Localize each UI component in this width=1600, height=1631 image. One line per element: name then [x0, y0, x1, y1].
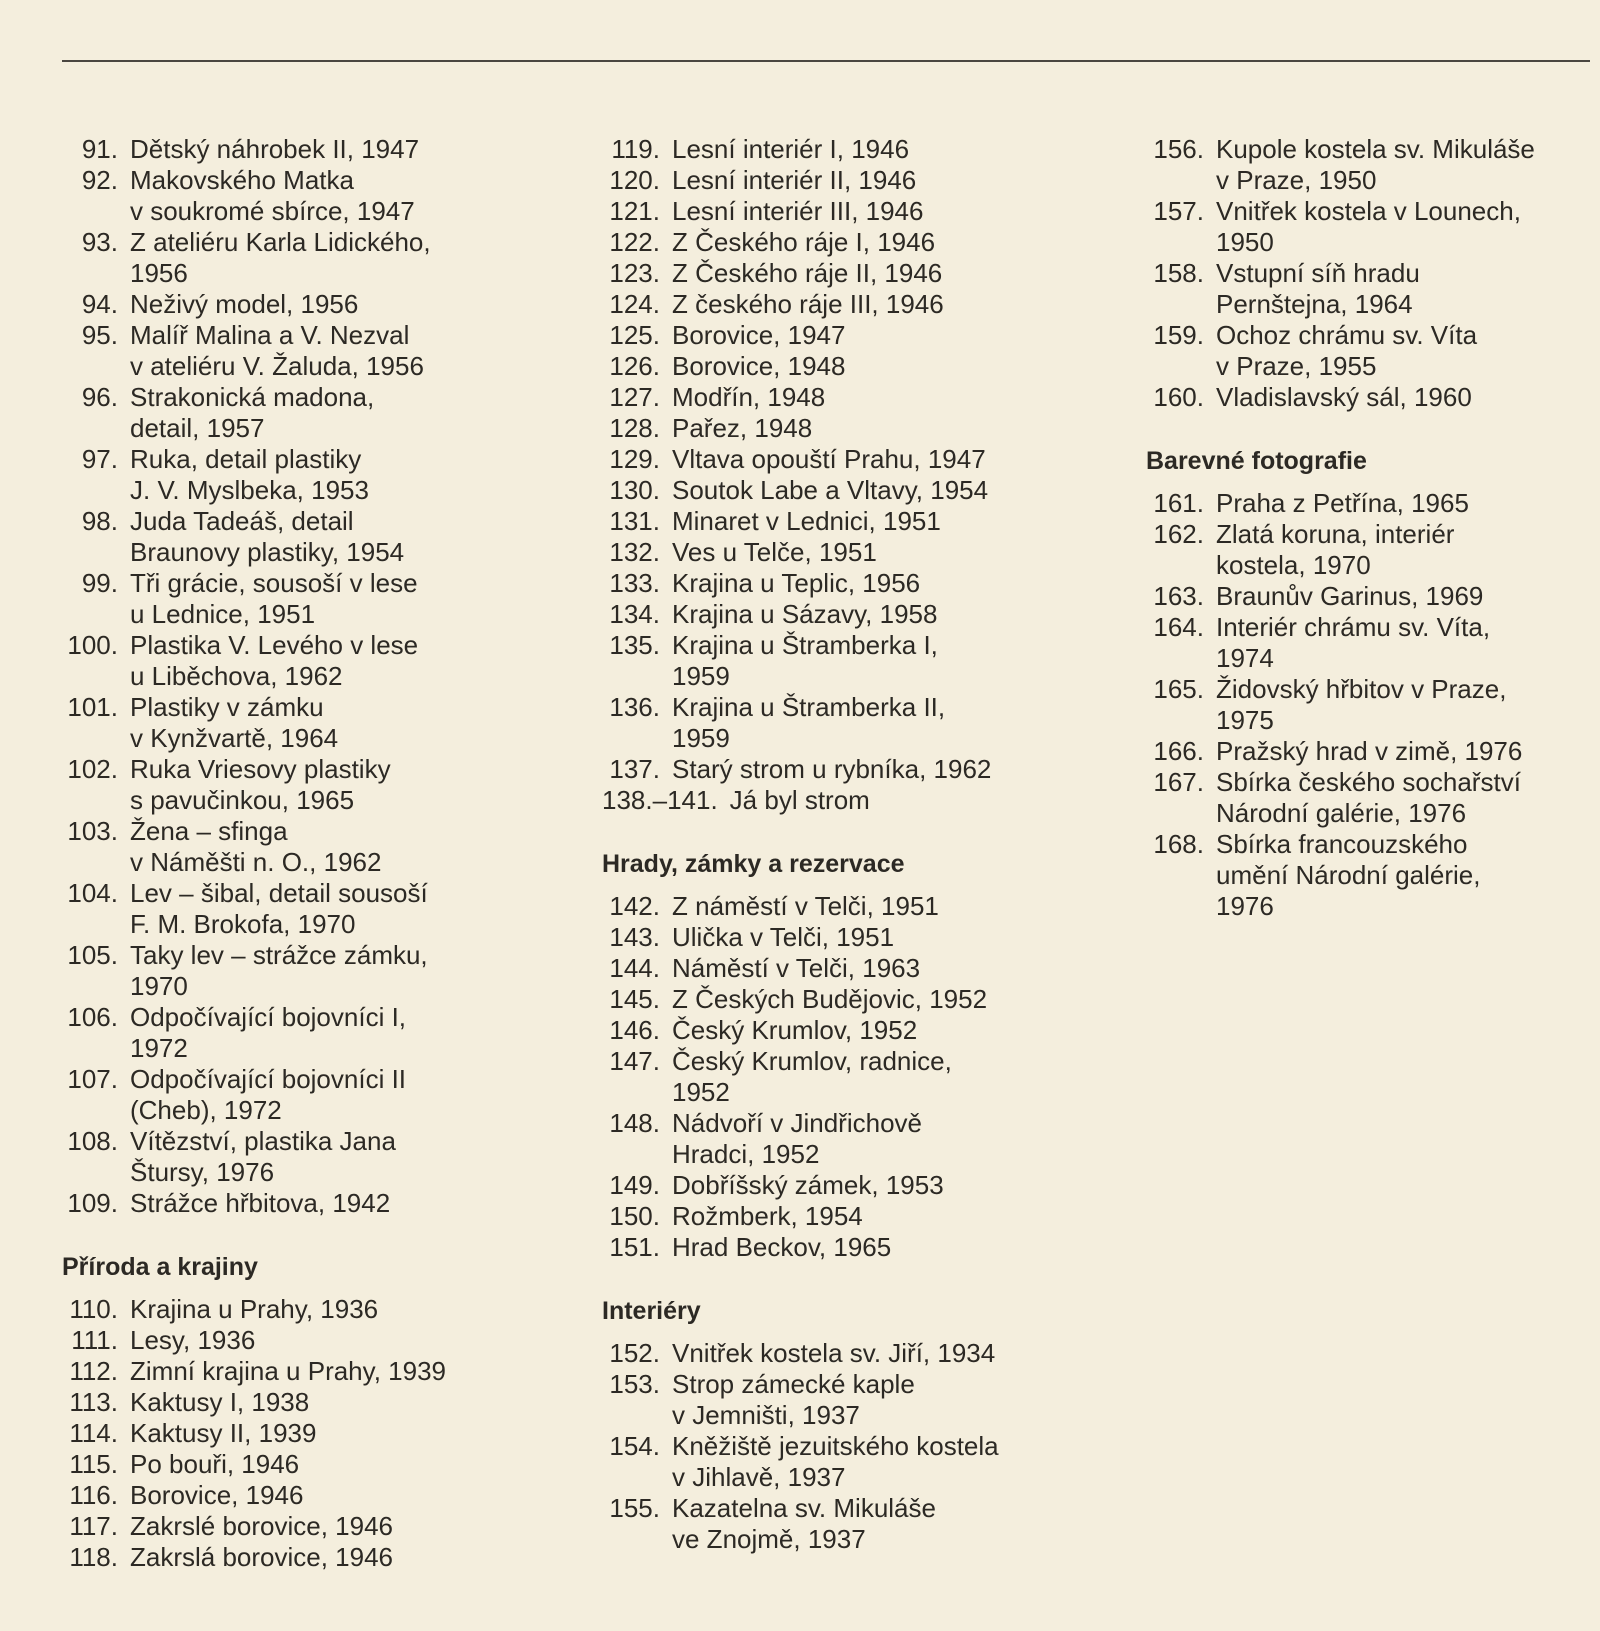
list-item: [62, 1325, 582, 1356]
section-heading: Interiéry: [602, 1297, 701, 1325]
list-item: [602, 1170, 1112, 1201]
list-item: [62, 754, 582, 816]
item-number: 143.: [609, 922, 660, 952]
item-number: 157.: [1153, 196, 1204, 226]
item-number: 111.: [71, 1325, 118, 1355]
item-title: Hrad Beckov, 1965: [672, 1232, 892, 1262]
list-item: [62, 1480, 582, 1511]
item-number: 149.: [609, 1170, 660, 1200]
item-title: Minaret v Lednici, 1951: [672, 506, 941, 536]
list-item: [1146, 488, 1600, 519]
item-title: Ruka Vriesovy plastiky s pavučinkou, 1965: [130, 754, 391, 815]
item-title: Ves u Telče, 1951: [672, 537, 877, 567]
list-item: [602, 1431, 1112, 1493]
list-item: [602, 165, 1112, 196]
item-title: Odpočívající bojovníci I, 1972: [130, 1002, 407, 1063]
list-item: [1146, 134, 1600, 196]
list-item: [62, 630, 582, 692]
item-title: Kaktusy II, 1939: [130, 1418, 317, 1448]
item-number: 142.: [609, 891, 660, 921]
item-title: Zakrslá borovice, 1946: [130, 1542, 394, 1572]
item-number: 151.: [609, 1232, 660, 1262]
item-number: 117.: [69, 1511, 118, 1541]
list-item: [62, 165, 582, 227]
item-title: Plastika V. Levého v lese u Liběchova, 1962: [130, 630, 419, 691]
top-rule: [62, 60, 1590, 62]
list-item: [62, 1126, 582, 1188]
item-title: Vítězství, plastika Jana Štursy, 1976: [130, 1126, 396, 1187]
item-title: Starý strom u rybníka, 1962: [672, 754, 992, 784]
item-number: 127.: [609, 382, 660, 412]
item-number: 118.: [69, 1542, 118, 1572]
item-number: 148.: [609, 1108, 660, 1138]
item-number: 124.: [609, 289, 660, 319]
list-item: [1146, 196, 1600, 258]
item-number: 168.: [1153, 829, 1204, 859]
item-number: 121.: [609, 196, 660, 226]
list-item: [602, 1201, 1112, 1232]
item-title: Neživý model, 1956: [130, 289, 359, 319]
item-number: 160.: [1153, 382, 1204, 412]
item-title: Vnitřek kostela sv. Jiří, 1934: [672, 1338, 996, 1368]
item-number: 135.: [609, 630, 660, 660]
item-number: 93.: [81, 227, 118, 257]
item-title: Z českého ráje III, 1946: [672, 289, 944, 319]
item-number: 163.: [1153, 581, 1204, 611]
item-title: Krajina u Prahy, 1936: [130, 1294, 379, 1324]
item-number: 159.: [1153, 320, 1204, 350]
item-number: 99.: [81, 568, 118, 598]
list-item: [602, 1369, 1112, 1431]
item-number: 113.: [69, 1387, 118, 1417]
list-item: [602, 258, 1112, 289]
item-number: 166.: [1153, 736, 1204, 766]
list-item: [602, 289, 1112, 320]
item-title: Vstupní síň hradu Pernštejna, 1964: [1216, 258, 1420, 319]
list-item: [1146, 581, 1600, 612]
list-item: [62, 1064, 582, 1126]
list-item: [1146, 258, 1600, 320]
list-item: [602, 506, 1112, 537]
list-item: [62, 1356, 582, 1387]
item-number: 122.: [609, 227, 660, 257]
list-item: [1146, 382, 1600, 413]
item-number: 106.: [67, 1002, 118, 1032]
item-number: 125.: [609, 320, 660, 350]
list-item: [62, 1542, 582, 1573]
list-item: [602, 196, 1112, 227]
item-title: Borovice, 1948: [672, 351, 846, 381]
item-number: 100.: [67, 630, 118, 660]
item-number: 94.: [81, 289, 118, 319]
item-number: 145.: [609, 984, 660, 1014]
item-number: 128.: [609, 413, 660, 443]
item-number: 144.: [609, 953, 660, 983]
item-number: 114.: [69, 1418, 118, 1448]
list-item: [602, 1338, 1112, 1369]
item-number: 95.: [81, 320, 118, 350]
item-title: Plastiky v zámku v Kynžvartě, 1964: [130, 692, 339, 753]
list-item: [62, 1511, 582, 1542]
item-title: Lesní interiér II, 1946: [672, 165, 917, 195]
item-number: 101.: [67, 692, 118, 722]
list-item: [602, 444, 1112, 475]
item-title: Kazatelna sv. Mikuláše ve Znojmě, 1937: [672, 1493, 936, 1554]
list-item: [1146, 320, 1600, 382]
item-number: 110.: [69, 1294, 118, 1324]
item-title: Český Krumlov, radnice, 1952: [672, 1046, 952, 1107]
list-item: [62, 1294, 582, 1325]
item-title: Kupole kostela sv. Mikuláše v Praze, 1950: [1216, 134, 1535, 195]
list-item: [62, 1387, 582, 1418]
section-heading: Hrady, zámky a rezervace: [602, 850, 905, 878]
item-number: 98.: [81, 506, 118, 536]
list-item: [602, 630, 1112, 692]
item-number: 126.: [609, 351, 660, 381]
item-title: Lesní interiér III, 1946: [672, 196, 924, 226]
list-item: [62, 1418, 582, 1449]
item-title: Malíř Malina a V. Nezval v ateliéru V. Žaluda, 1956: [130, 320, 424, 381]
item-title: Strop zámecké kaple v Jemništi, 1937: [672, 1369, 915, 1430]
item-number: 131.: [609, 506, 660, 536]
item-title: Ulička v Telči, 1951: [672, 922, 895, 952]
item-number: 123.: [609, 258, 660, 288]
item-number: 158.: [1153, 258, 1204, 288]
item-title: Český Krumlov, 1952: [672, 1015, 918, 1045]
item-title: Z Českého ráje II, 1946: [672, 258, 943, 288]
item-number: 133.: [609, 568, 660, 598]
list-item: [62, 1002, 582, 1064]
list-item: [602, 1015, 1112, 1046]
list-item: [602, 785, 1112, 816]
item-number: 155.: [609, 1493, 660, 1523]
list-item: [602, 1108, 1112, 1170]
item-title: Dobříšský zámek, 1953: [672, 1170, 944, 1200]
list-item: [602, 1046, 1112, 1108]
item-number: 104.: [67, 878, 118, 908]
item-title: Modřín, 1948: [672, 382, 826, 412]
item-title: Ochoz chrámu sv. Víta v Praze, 1955: [1216, 320, 1478, 381]
list-item: [602, 1493, 1112, 1555]
item-number: 112.: [69, 1356, 118, 1386]
item-title: Taky lev – strážce zámku, 1970: [130, 940, 428, 1001]
list-item: [1146, 736, 1600, 767]
item-title: Soutok Labe a Vltavy, 1954: [672, 475, 989, 505]
list-item: [602, 754, 1112, 785]
list-item: [62, 692, 582, 754]
item-title: Dětský náhrobek II, 1947: [130, 134, 420, 164]
item-title: Strážce hřbitova, 1942: [130, 1188, 391, 1218]
section-heading: Barevné fotografie: [1146, 447, 1367, 475]
item-number: 165.: [1153, 674, 1204, 704]
item-number: 102.: [67, 754, 118, 784]
list-item: [1146, 519, 1600, 581]
item-title: Žena – sfinga v Náměšti n. O., 1962: [130, 816, 382, 877]
item-title: Makovského Matka v soukromé sbírce, 1947: [130, 165, 415, 226]
item-number: 96.: [81, 382, 118, 412]
item-title: Krajina u Štramberka II, 1959: [672, 692, 946, 753]
item-title: Lesní interiér I, 1946: [672, 134, 910, 164]
item-number: 97.: [81, 444, 118, 474]
list-item: [62, 444, 582, 506]
item-number: 108.: [67, 1126, 118, 1156]
item-number: 152.: [609, 1338, 660, 1368]
list-item: [602, 382, 1112, 413]
list-item: [62, 1449, 582, 1480]
list-item: [602, 953, 1112, 984]
item-title: Lesy, 1936: [130, 1325, 256, 1355]
list-item: [62, 1188, 582, 1219]
item-title: Vladislavský sál, 1960: [1216, 382, 1472, 412]
item-number: 116.: [69, 1480, 118, 1510]
list-item: [602, 922, 1112, 953]
item-number: 129.: [609, 444, 660, 474]
list-item: [602, 891, 1112, 922]
item-number: 162.: [1153, 519, 1204, 549]
column-2: [602, 134, 1112, 1555]
column-1: [62, 134, 582, 1573]
item-title: Vnitřek kostela v Lounech, 1950: [1216, 196, 1521, 257]
item-title: Kaktusy I, 1938: [130, 1387, 310, 1417]
list-item: [62, 227, 582, 289]
item-number: 92.: [81, 165, 118, 195]
column-3: [1146, 134, 1600, 922]
list-item: [602, 599, 1112, 630]
item-title: Náměstí v Telči, 1963: [672, 953, 921, 983]
item-number: 130.: [609, 475, 660, 505]
list-item: [602, 351, 1112, 382]
list-item: [62, 382, 582, 444]
item-number: 154.: [609, 1431, 660, 1461]
item-title: Interiér chrámu sv. Víta, 1974: [1216, 612, 1491, 673]
item-number: 109.: [67, 1188, 118, 1218]
list-item: [62, 940, 582, 1002]
item-title: Z náměstí v Telči, 1951: [672, 891, 939, 921]
item-title: Vltava opouští Prahu, 1947: [672, 444, 986, 474]
list-item: [602, 475, 1112, 506]
item-number: 153.: [609, 1369, 660, 1399]
list-item: [62, 816, 582, 878]
list-item: [62, 568, 582, 630]
list-item: [62, 289, 582, 320]
item-number: 105.: [67, 940, 118, 970]
list-item: [602, 537, 1112, 568]
item-number: 132.: [609, 537, 660, 567]
item-number: 138.–141.: [602, 785, 718, 815]
item-title: Nádvoří v Jindřichově Hradci, 1952: [672, 1108, 922, 1169]
item-title: Židovský hřbitov v Praze, 1975: [1216, 674, 1507, 735]
list-item: [602, 984, 1112, 1015]
item-title: Z Českých Budějovic, 1952: [672, 984, 988, 1014]
item-number: 146.: [609, 1015, 660, 1045]
item-title: Lev – šibal, detail sousoší F. M. Brokofa, 1970: [130, 878, 428, 939]
item-number: 91.: [81, 134, 118, 164]
item-number: 150.: [609, 1201, 660, 1231]
item-number: 164.: [1153, 612, 1204, 642]
item-title: Juda Tadeáš, detail Braunovy plastiky, 1954: [130, 506, 405, 567]
item-title: Praha z Petřína, 1965: [1216, 488, 1469, 518]
list-item: [602, 413, 1112, 444]
item-title: Sbírka českého sochařství Národní galérie, 1976: [1216, 767, 1521, 828]
list-item: [1146, 612, 1600, 674]
item-title: Z Českého ráje I, 1946: [672, 227, 936, 257]
list-item: [602, 134, 1112, 165]
list-item: [62, 506, 582, 568]
item-title: Pařez, 1948: [672, 413, 813, 443]
item-number: 119.: [611, 134, 660, 164]
item-number: 120.: [609, 165, 660, 195]
item-title: Sbírka francouzského umění Národní galérie, 1976: [1216, 829, 1481, 921]
item-title: Krajina u Štramberka I, 1959: [672, 630, 938, 691]
item-title: Odpočívající bojovníci II (Cheb), 1972: [130, 1064, 407, 1125]
list-item: [602, 692, 1112, 754]
list-item: [602, 1232, 1112, 1263]
item-number: 115.: [69, 1449, 118, 1479]
item-title: Krajina u Sázavy, 1958: [672, 599, 938, 629]
item-title: Pražský hrad v zimě, 1976: [1216, 736, 1523, 766]
section-heading: Příroda a krajiny: [62, 1253, 258, 1281]
item-title: Braunův Garinus, 1969: [1216, 581, 1484, 611]
item-title: Z ateliéru Karla Lidického, 1956: [130, 227, 431, 288]
item-number: 103.: [67, 816, 118, 846]
item-title: Ruka, detail plastiky J. V. Myslbeka, 1953: [130, 444, 369, 505]
list-item: [62, 878, 582, 940]
item-number: 134.: [609, 599, 660, 629]
item-number: 147.: [609, 1046, 660, 1076]
list-item: [62, 320, 582, 382]
list-item: [1146, 829, 1600, 922]
item-title: Zimní krajina u Prahy, 1939: [130, 1356, 446, 1386]
item-number: 156.: [1153, 134, 1204, 164]
list-item: [62, 134, 582, 165]
item-title: Krajina u Teplic, 1956: [672, 568, 921, 598]
item-title: Po bouři, 1946: [130, 1449, 300, 1479]
item-number: 161.: [1153, 488, 1204, 518]
item-number: 136.: [609, 692, 660, 722]
item-title: Kněžiště jezuitského kostela v Jihlavě, 1937: [672, 1431, 999, 1492]
item-number: 137.: [609, 754, 660, 784]
list-item: [1146, 674, 1600, 736]
list-item: [602, 568, 1112, 599]
item-title: Zakrslé borovice, 1946: [130, 1511, 394, 1541]
item-title: Borovice, 1946: [130, 1480, 304, 1510]
item-title: Borovice, 1947: [672, 320, 846, 350]
item-title: Rožmberk, 1954: [672, 1201, 863, 1231]
list-item: [602, 227, 1112, 258]
item-number: 107.: [67, 1064, 118, 1094]
list-item: [1146, 767, 1600, 829]
item-title: Zlatá koruna, interiér kostela, 1970: [1216, 519, 1455, 580]
item-title: Tři grácie, sousoší v lese u Lednice, 1951: [130, 568, 418, 629]
item-number: 167.: [1153, 767, 1204, 797]
list-item: [602, 320, 1112, 351]
item-title: Strakonická madona, detail, 1957: [130, 382, 375, 443]
item-title: Já byl strom: [729, 785, 870, 815]
